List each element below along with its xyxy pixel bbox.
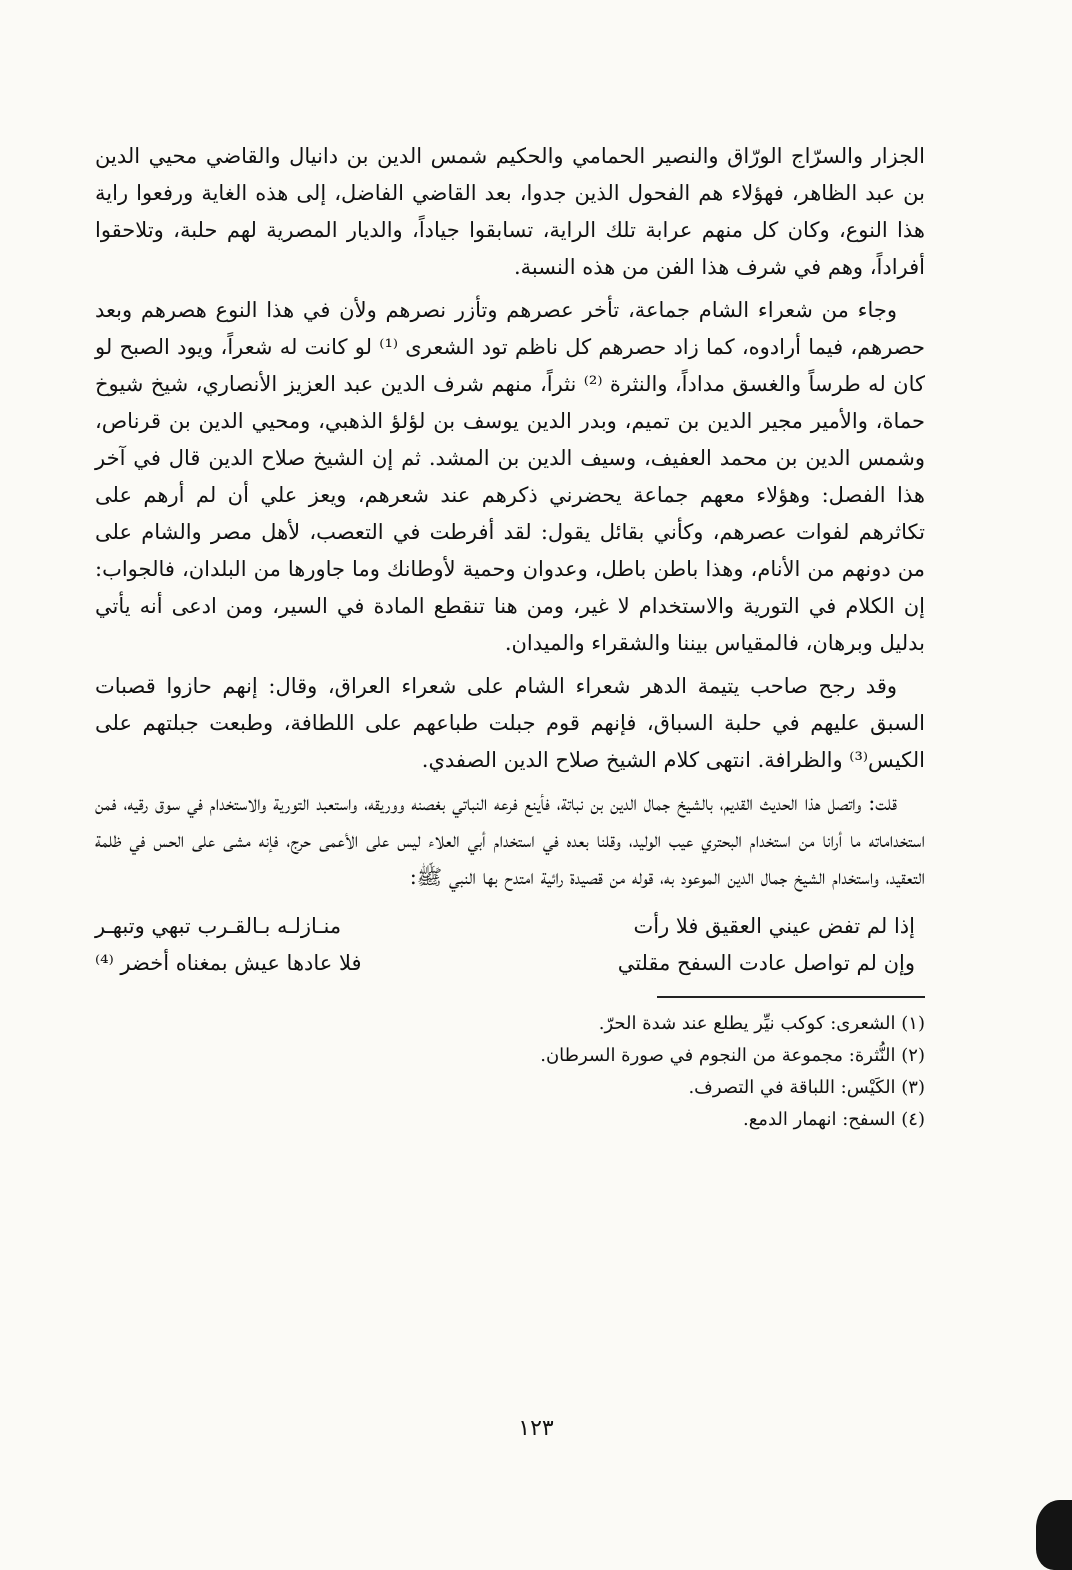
verse-first-hemistich: إذا لم تفض عيني العقيق فلا رأت	[633, 914, 915, 938]
paragraph-1: الجزار والسرّاج الورّاق والنصير الحمامي والحكيم شمس الدين بن دانيال والقاضي محيي الدين بن عبد الظاهر، فهؤلاء هم الفحول الذين جدوا، بعد القاضي الفاضل، إلى هذه الغاية ورفعوا راية هذا النوع، وكان كل منهم عرابة تلك الراية، تسابقوا جياداً، والديار المصرية لهم حلبة، وتلاحقوا أفراداً، وهم في شرف هذا الفن من هذه النسبة.	[95, 144, 925, 279]
scan-edge-blot	[1036, 1500, 1072, 1570]
verse-first-hemistich: وإن لم تواصل عادت السفح مقلتي	[617, 951, 915, 975]
paragraph-2: وجاء من شعراء الشام جماعة، تأخر عصرهم وتأزر نصرهم ولأن في هذا النوع هصرهم وبعد حصرهم، فيما أرادوه، كما زاد حصرهم كل ناظم تود الشعرى ⁽¹⁾ لو كانت له شعراً، ويود الصبح لو كان له طرساً والغسق مداداً، والنثرة ⁽²⁾ نثراً، منهم شرف الدين عبد العزيز الأنصاري، شيخ شيوخ حماة، والأمير مجير الدين بن تميم، وبدر الدين يوسف بن لؤلؤ الذهبي، ومحيي الدين بن قرناص، وشمس الدين بن محمد العفيف، وسيف الدين بن المشد. ثم إن الشيخ صلاح الدين قال في آخر هذا الفصل: وهؤلاء معهم جماعة يحضرني ذكرهم عند شعرهم، ويعز علي أن لم أرهم على تكاثرهم لفوات عصرهم، وكأني بقائل يقول: لقد أفرطت في التعصب، لأهل مصر والشام على من دونهم من الأنام، وهذا باطن باطل، وعدوان وحمية لأوطانك وما جاورها من البلدان، فالجواب: إن الكلام في التورية والاستخدام لا غير، ومن هنا تنقطع المادة في السير، ومن ادعى أنه يأتي بدليل وبرهان، فالمقياس بيننا والشقراء والميدان.	[95, 298, 925, 655]
page-number: ١٢٣	[518, 1416, 554, 1441]
footnotes	[95, 1008, 925, 1136]
verse-second-hemistich: منـازلـه بـالقـرب تبهي وتبهـر	[95, 914, 342, 938]
poem	[95, 908, 925, 982]
paragraph-3: وقد رجح صاحب يتيمة الدهر شعراء الشام على شعراء العراق، وقال: إنهم حازوا قصبات السبق عليهم في حلبة السباق، فإنهم قوم جبلت طباعهم على اللطافة، وطبعت جبلتهم على الكيس⁽³⁾ والظرافة. انتهى كلام الشيخ صلاح الدين الصفدي.	[95, 674, 925, 772]
poem-verse	[95, 945, 925, 982]
footnote: (٢) النُّثرة: مجموعة من النجوم في صورة السرطان.	[540, 1045, 925, 1066]
page-text	[95, 138, 925, 1136]
poem-verse	[95, 908, 925, 945]
paragraph-4: قلت: واتصل هذا الحديث القديم، بالشيخ جمال الدين بن نباتة، فأينع فرعه النباتي بغصنه ووريقه، واستعبد التورية والاستخدام في سوق رقيه، فمن استخداماته ما أرانا من استخدام البحتري عيب الوليد، وقلنا بعده في استخدام أبي العلاء ليس على الأعمى حرج، فإنه مشى على الحس في ظلمة التعقيد، واستخدام الشيخ جمال الدين الموعود به، قوله من قصيدة رائية امتدح بها النبي ﷺ:	[95, 791, 925, 889]
footnote: (٤) السفح: انهمار الدمع.	[743, 1109, 925, 1130]
footnote-separator	[657, 996, 925, 998]
footnote: (١) الشعرى: كوكب نيِّر يطلع عند شدة الحرّ.	[598, 1013, 925, 1034]
footnote: (٣) الكَيْس: اللباقة في التصرف.	[688, 1077, 925, 1098]
verse-second-hemistich: فلا عادها عيش بمغناه أخضر ⁽⁴⁾	[95, 951, 362, 975]
